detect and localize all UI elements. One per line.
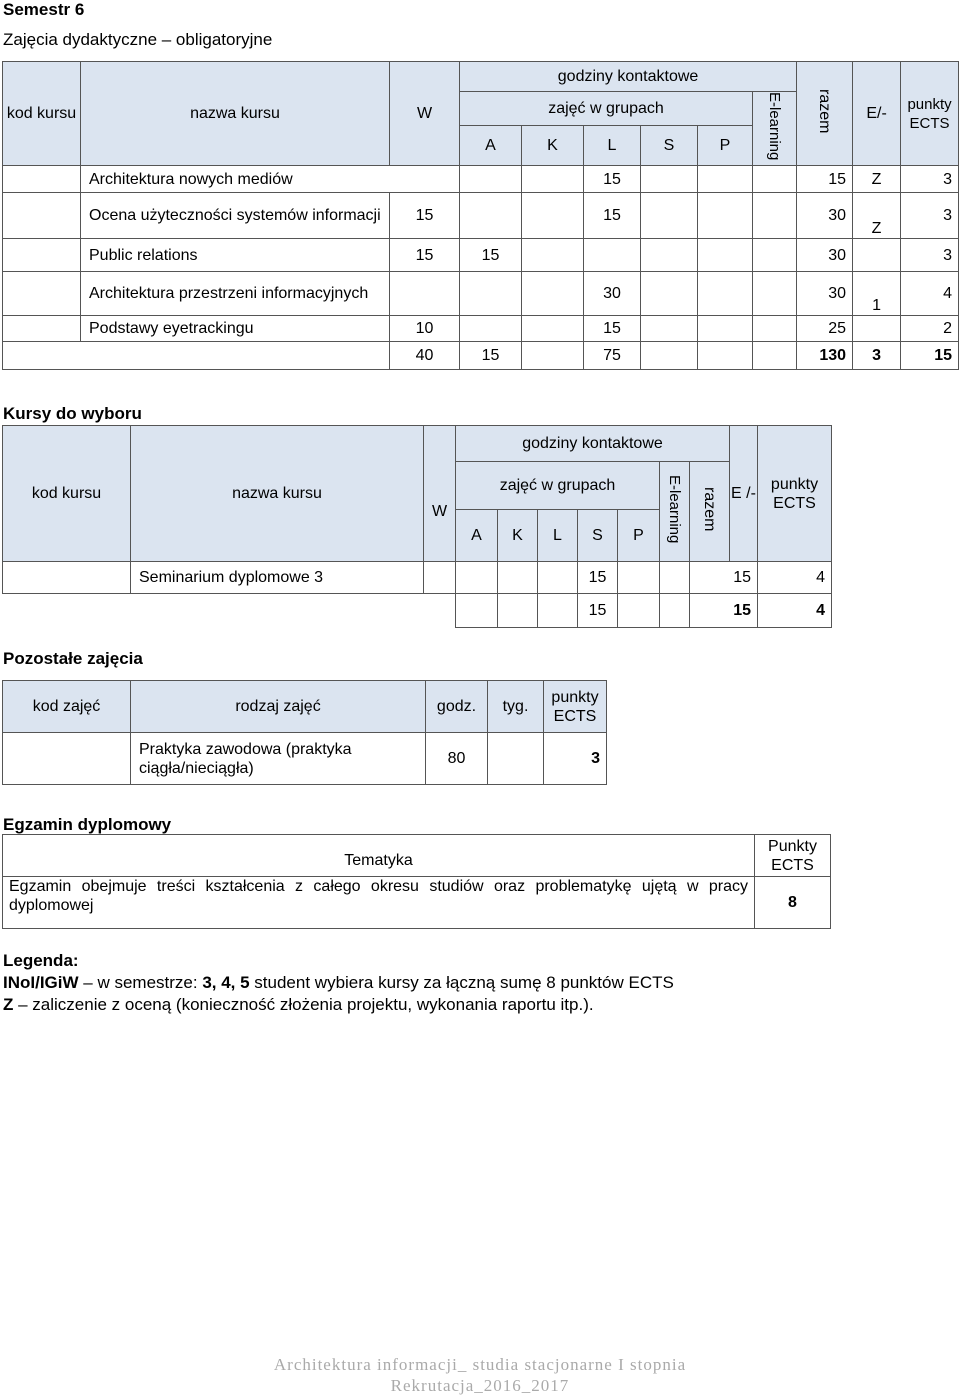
el-course-name: Seminarium dyplomowe 3 — [131, 562, 424, 594]
other-type: Praktyka zawodowa (praktyka ciągła/nieciągła) — [131, 733, 426, 785]
table-row — [3, 562, 832, 594]
footer-line-1: Architektura informacji_ studia stacjonarne I stopnia — [273, 1355, 687, 1374]
other-title: Pozostałe zajęcia — [3, 649, 143, 668]
el-header-s: S — [578, 510, 618, 562]
exam-table — [2, 834, 831, 929]
header-groups: zajęć w grupach — [460, 92, 753, 126]
legend-term-2: Z — [3, 995, 14, 1014]
electives-table — [2, 425, 832, 628]
course-name: Ocena użyteczności systemów informacji — [81, 193, 390, 239]
cell-total: 30 — [797, 272, 853, 316]
cell-l: 15 — [584, 166, 641, 193]
cell-ects: 3 — [901, 166, 959, 193]
header-code: kod kursu — [3, 62, 81, 166]
el-header-name: nazwa kursu — [131, 426, 424, 562]
cell-w: 15 — [390, 239, 460, 272]
other-header-code: kod zajęć — [3, 681, 131, 733]
header-s: S — [641, 125, 698, 166]
course-name: Architektura przestrzeni informacyjnych — [81, 272, 390, 316]
header-contact: godziny kontaktowe — [460, 62, 797, 92]
el-header-elearning: E-learning — [660, 462, 690, 562]
table-row — [3, 166, 959, 193]
el-sum-s: 15 — [578, 594, 618, 628]
course-name: Public relations — [81, 239, 390, 272]
exam-title: Egzamin dyplomowy — [3, 815, 172, 834]
cell-l: 30 — [584, 272, 641, 316]
cell-a: 15 — [460, 239, 522, 272]
other-table — [2, 680, 607, 785]
header-exam: E/- — [853, 62, 901, 166]
el-cell-total: 15 — [690, 562, 758, 594]
course-name: Podstawy eyetrackingu — [81, 316, 390, 342]
el-header-w: W — [424, 426, 456, 562]
sum-exam: 3 — [853, 342, 901, 370]
sum-row — [3, 594, 832, 628]
cell-l: 15 — [584, 316, 641, 342]
header-p: P — [698, 125, 753, 166]
header-total: razem — [797, 62, 853, 166]
header-a: A — [460, 125, 522, 166]
course-name: Architektura nowych mediów — [81, 166, 460, 193]
el-header-a: A — [456, 510, 498, 562]
el-header-contact: godziny kontaktowe — [456, 426, 730, 462]
cell-total: 30 — [797, 239, 853, 272]
table-row — [3, 239, 959, 272]
cell-ects: 2 — [901, 316, 959, 342]
exam-header-topic: Tematyka — [3, 835, 755, 877]
cell-total: 30 — [797, 193, 853, 239]
other-hours: 80 — [426, 733, 488, 785]
legend-term-1: INoI/IGiW — [3, 973, 79, 992]
table-row — [3, 272, 959, 316]
electives-title: Kursy do wyboru — [3, 404, 142, 423]
cell-w: 10 — [390, 316, 460, 342]
el-header-ects: punkty ECTS — [758, 426, 832, 562]
cell-exam: Z — [853, 166, 901, 193]
exam-text: Egzamin obejmuje treści kształcenia z całego okresu studiów oraz problematykę ujętą w pracy dyplomowej — [3, 877, 755, 929]
el-header-k: K — [498, 510, 538, 562]
courses-table — [2, 61, 959, 370]
header-w: W — [390, 62, 460, 166]
cell-total: 25 — [797, 316, 853, 342]
el-header-code: kod kursu — [3, 426, 131, 562]
other-header-weeks: tyg. — [488, 681, 544, 733]
cell-l: 15 — [584, 193, 641, 239]
header-k: K — [522, 125, 584, 166]
el-header-exam: E /- — [730, 426, 758, 562]
semester-title: Semestr 6 — [3, 0, 85, 19]
el-header-p: P — [618, 510, 660, 562]
cell-exam: 1 — [853, 272, 901, 316]
footer-line-2: Rekrutacja_2016_2017 — [390, 1376, 570, 1395]
cell-ects: 4 — [901, 272, 959, 316]
other-ects: 3 — [544, 733, 607, 785]
el-sum-ects: 4 — [758, 594, 832, 628]
sum-total: 130 — [797, 342, 853, 370]
other-header-ects: punkty ECTS — [544, 681, 607, 733]
header-l: L — [584, 125, 641, 166]
sum-w: 40 — [390, 342, 460, 370]
el-sum-total: 15 — [690, 594, 758, 628]
cell-w: 15 — [390, 193, 460, 239]
sum-row — [3, 342, 959, 370]
table-row — [3, 316, 959, 342]
legend-title: Legenda: — [3, 951, 79, 970]
exam-header-ects: Punkty ECTS — [755, 835, 831, 877]
sum-l: 75 — [584, 342, 641, 370]
cell-exam: Z — [853, 193, 901, 239]
el-header-l: L — [538, 510, 578, 562]
el-cell-s: 15 — [578, 562, 618, 594]
other-header-hours: godz. — [426, 681, 488, 733]
legend-line-1: INoI/IGiW – w semestrze: 3, 4, 5 student wybiera kursy za łączną sumę 8 punktów ECTS — [3, 973, 674, 992]
el-cell-ects: 4 — [758, 562, 832, 594]
cell-ects: 3 — [901, 239, 959, 272]
table-row — [3, 733, 607, 785]
exam-ects: 8 — [755, 877, 831, 929]
cell-total: 15 — [797, 166, 853, 193]
cell-ects: 3 — [901, 193, 959, 239]
sum-a: 15 — [460, 342, 522, 370]
sum-ects: 15 — [901, 342, 959, 370]
other-header-type: rodzaj zajęć — [131, 681, 426, 733]
semester-subtitle: Zajęcia dydaktyczne – obligatoryjne — [3, 30, 273, 49]
header-name: nazwa kursu — [81, 62, 390, 166]
el-header-groups: zajęć w grupach — [456, 462, 660, 510]
el-header-total: razem — [690, 462, 730, 562]
header-ects: punkty ECTS — [901, 62, 959, 166]
header-elearning: E-learning — [753, 92, 797, 166]
table-row — [3, 193, 959, 239]
legend-line-2: Z – zaliczenie z oceną (konieczność złożenia projektu, wykonania raportu itp.). — [3, 995, 594, 1014]
